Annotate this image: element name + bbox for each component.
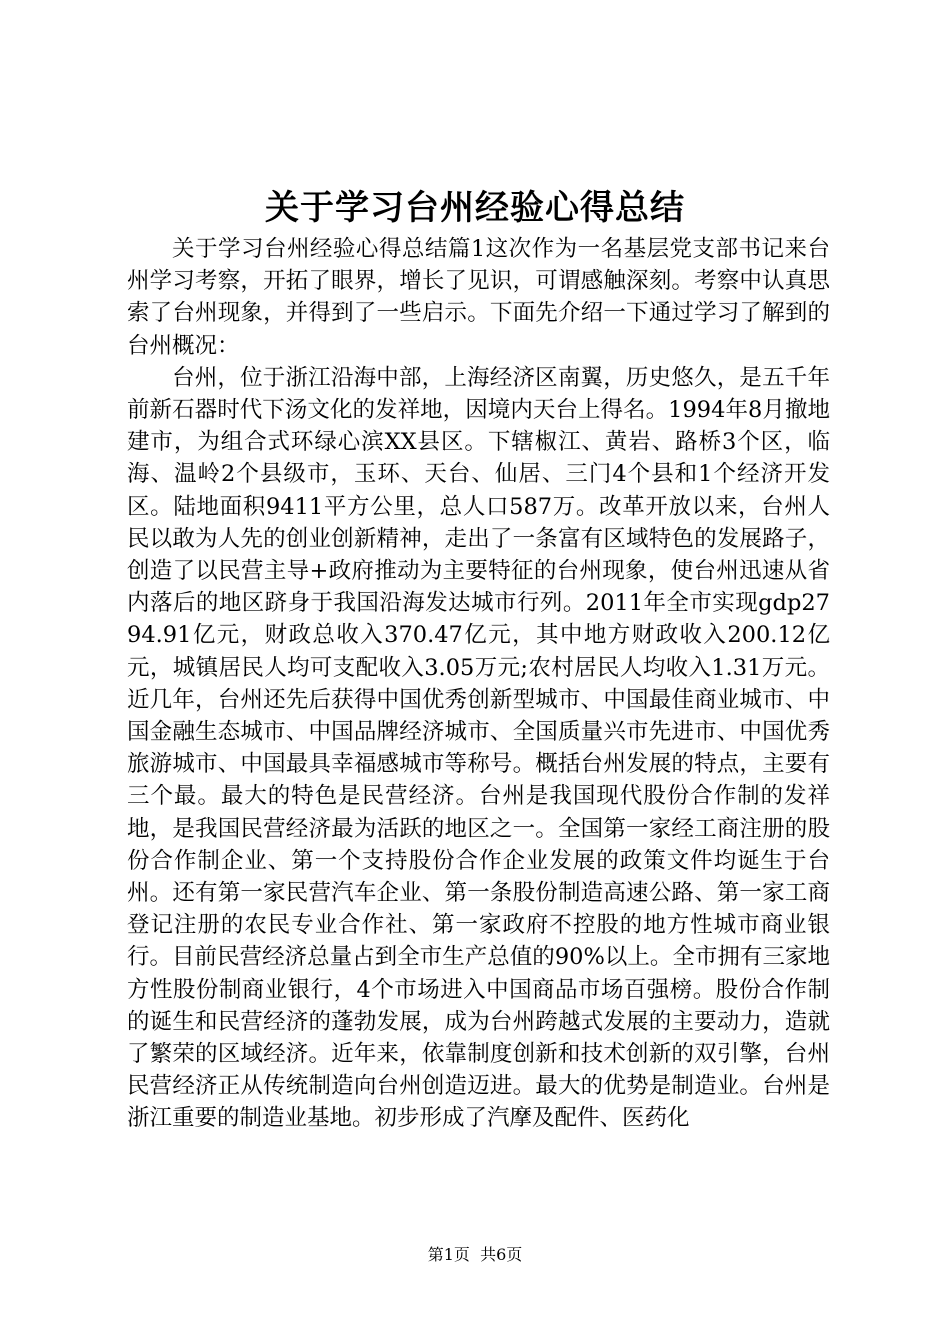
page-footer xyxy=(0,1243,950,1267)
paragraph-overview: 台州，位于浙江沿海中部，上海经济区南翼，历史悠久，是五千年前新石器时代下汤文化的发祥地，因境内天台上得名。1994年8月撤地建市，为组合式环绿心滨XX县区。下辖椒江、黄岩、路桥3个区，临海、温岭2个县级市，玉环、天台、仙居、三门4个县和1个经济开发区。陆地面积9411平方公里，总人口587万。改革开放以来，台州人民以敢为人先的创业创新精神，走出了一条富有区域特色的发展路子，创造了以民营主导+政府推动为主要特征的台州现象，使台州迅速从省内落后的地区跻身于我国沿海发达城市行列。2011年全市实现gdp2794.91亿元，财政总收入370.47亿元，其中地方财政收入200.12亿元，城镇居民人均可支配收入3.05万元;农村居民人均收入1.31万元。近几年，台州还先后获得中国优秀创新型城市、中国最佳商业城市、中国金融生态城市、中国品牌经济城市、全国质量兴市先进市、中国优秀旅游城市、中国最具幸福感城市等称号。概括台州发展的特点，主要有三个最。最大的特色是民营经济。台州是我国现代股份合作制的发祥地，是我国民营经济最为活跃的地区之一。全国第一家经工商注册的股份合作制企业、第一个支持股份合作企业发展的政策文件均诞生于台州。还有第一家民营汽车企业、第一条股份制造高速公路、第一家工商登记注册的农民专业合作社、第一家政府不控股的地方性城市商业银行。目前民营经济总量占到全市生产总值的90%以上。全市拥有三家地方性股份制商业银行，4个市场进入中国商品市场百强榜。股份合作制的诞生和民营经济的蓬勃发展，成为台州跨越式发展的主要动力，造就了繁荣的区域经济。近年来，依靠制度创新和技术创新的双引擎，台州民营经济正从传统制造向台州创造迈进。最大的优势是制造业。台州是浙江重要的制造业基地。初步形成了汽摩及配件、医药化 xyxy=(127,364,830,1132)
document-title: 关于学习台州经验心得总结 xyxy=(265,188,685,228)
document-body xyxy=(127,233,830,1135)
page-number: 第1页 xyxy=(427,1245,470,1264)
paragraph-intro: 关于学习台州经验心得总结篇1这次作为一名基层党支部书记来台州学习考察，开拓了眼界，增长了见识，可谓感触深刻。考察中认真思索了台州现象，并得到了一些启示。下面先介绍一下通过学习了解到的台州概况： xyxy=(127,236,830,359)
page-total: 共6页 xyxy=(480,1245,523,1264)
